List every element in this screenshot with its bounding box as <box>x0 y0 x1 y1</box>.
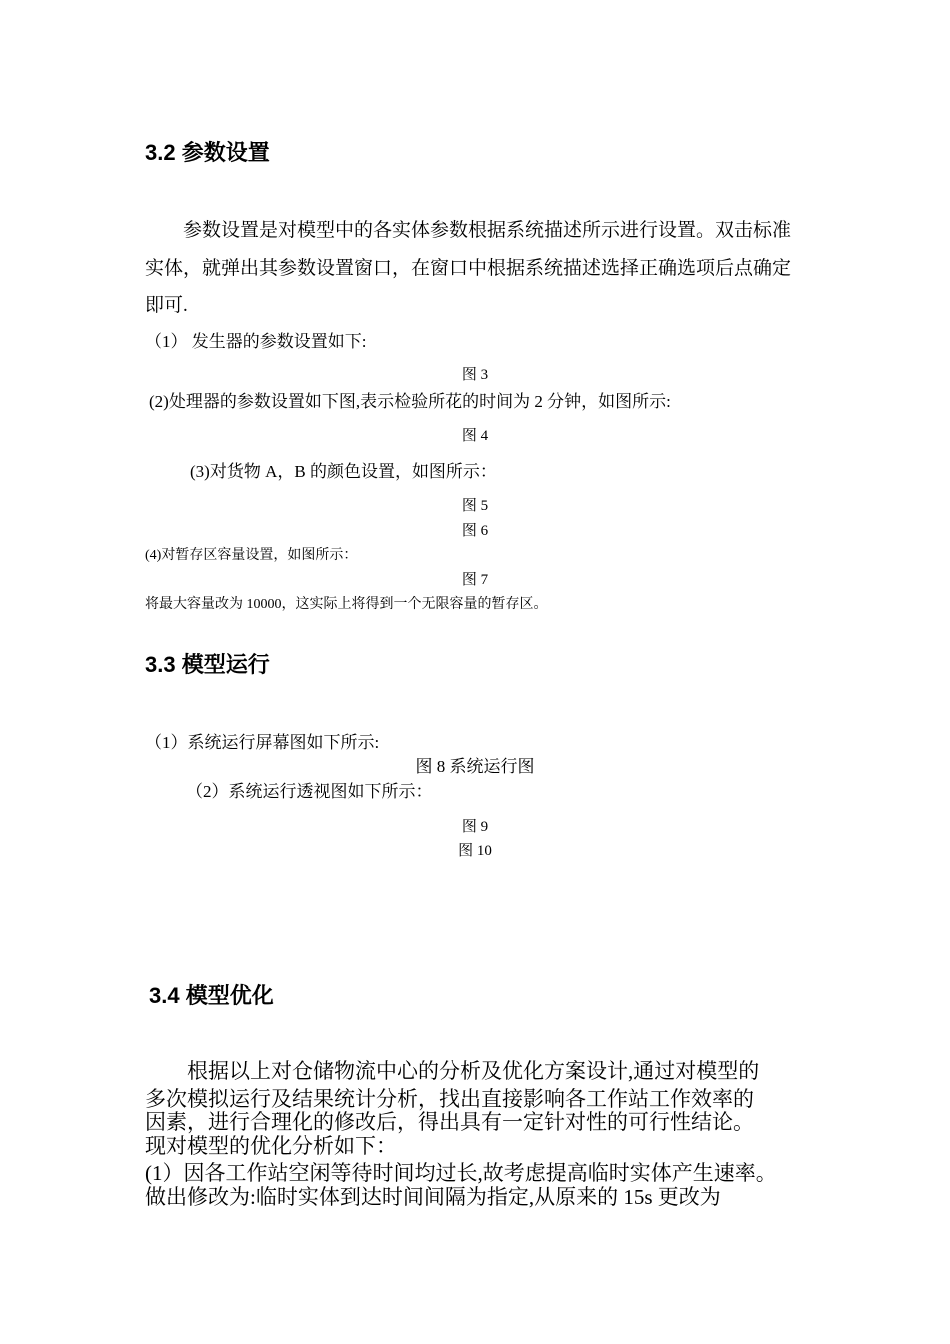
figure-caption: 图 4 <box>461 428 489 444</box>
figure-caption: 图 7 <box>461 572 489 588</box>
paragraph-line: (1）因各工作站空闲等待时间均过长,故考虑提高临时实体产生速率。 <box>145 1161 777 1185</box>
figure-caption: 图 10 <box>458 843 492 859</box>
paragraph-line: 根据以上对仓储物流中心的分析及优化方案设计,通过对模型的 <box>187 1059 760 1083</box>
section-3-3-heading: 3.3 模型运行 <box>145 652 270 677</box>
paragraph-line: 即可. <box>145 295 188 316</box>
paragraph-line: 做出修改为:临时实体到达时间间隔为指定,从原来的 15s 更改为 <box>145 1185 721 1209</box>
figure-caption: 图 3 <box>461 367 489 383</box>
section-3-2-heading: 3.2 参数设置 <box>145 140 270 165</box>
list-item: （2）系统运行透视图如下所示： <box>186 782 433 801</box>
list-item: (2)处理器的参数设置如下图,表示检验所花的时间为 2 分钟，如图所示: <box>149 392 671 411</box>
figure-caption: 图 6 <box>461 523 489 539</box>
paragraph-line: 现对模型的优化分析如下： <box>145 1134 397 1158</box>
list-item: (3)对货物 A，B 的颜色设置，如图所示： <box>190 462 497 481</box>
paragraph-line: 参数设置是对模型中的各实体参数根据系统描述所示进行设置。双击标准 <box>183 220 792 241</box>
list-item: （1） 发生器的参数设置如下: <box>145 332 367 351</box>
paragraph-line: 因素，进行合理化的修改后，得出具有一定针对性的可行性结论。 <box>145 1110 754 1134</box>
figure-caption: 图 5 <box>461 498 489 514</box>
list-item: (4)对暂存区容量设置，如图所示： <box>145 548 358 563</box>
note-text: 将最大容量改为 10000，这实际上将得到一个无限容量的暂存区。 <box>145 597 548 612</box>
paragraph-line: 实体，就弹出其参数设置窗口，在窗口中根据系统描述选择正确选项后点确定 <box>145 258 792 279</box>
figure-caption: 图 8 系统运行图 <box>415 757 535 776</box>
paragraph-line: 多次模拟运行及结果统计分析，找出直接影响各工作站工作效率的 <box>145 1087 754 1111</box>
section-3-4-heading: 3.4 模型优化 <box>149 983 274 1008</box>
list-item: （1）系统运行屏幕图如下所示: <box>145 733 380 752</box>
figure-caption: 图 9 <box>461 819 489 835</box>
